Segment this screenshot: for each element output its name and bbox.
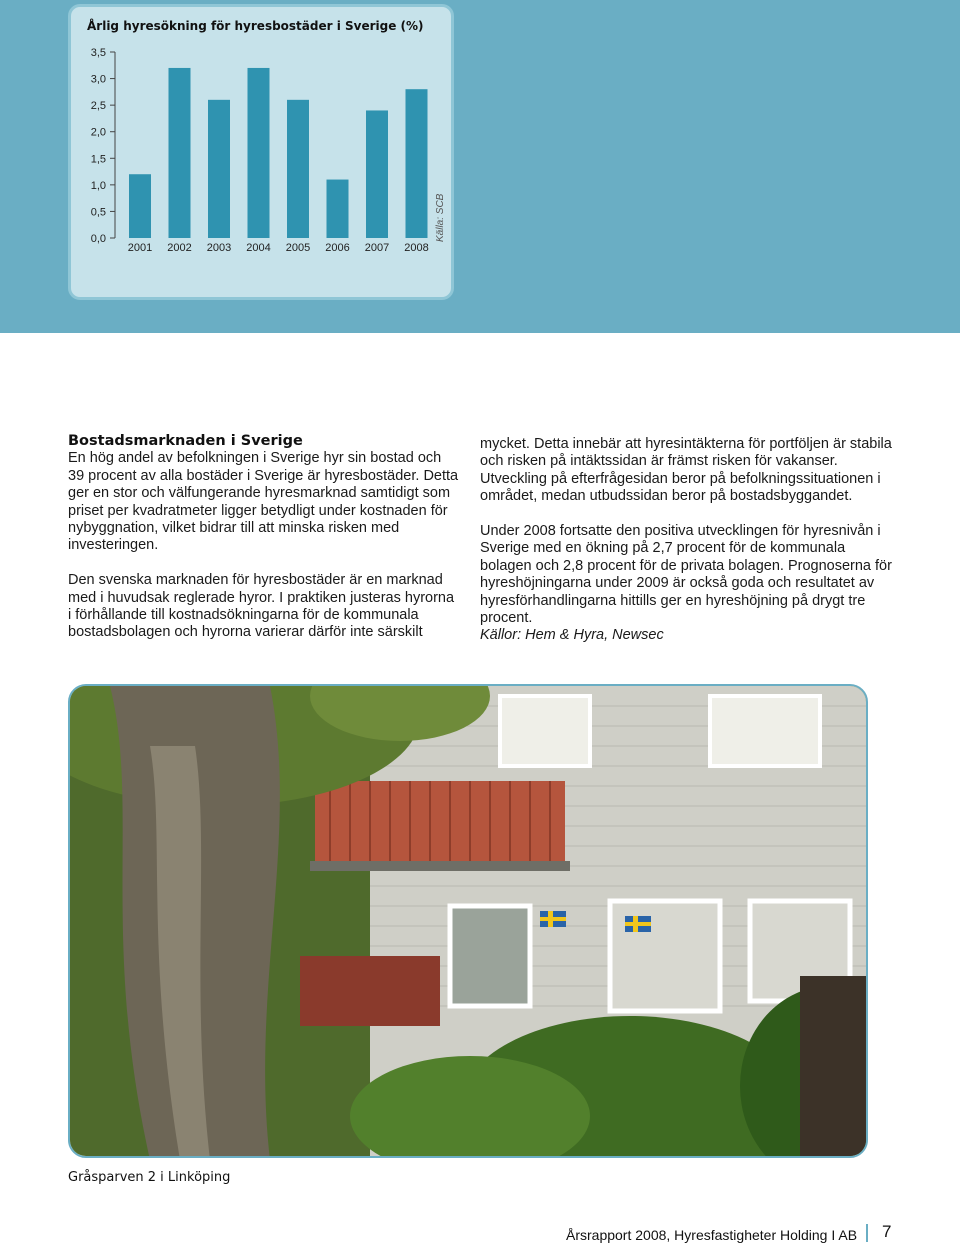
y-tick-label: 1,5 (90, 153, 106, 166)
footer-divider (866, 1224, 868, 1242)
section-heading: Bostadsmarknaden i Sverige (68, 433, 303, 449)
y-tick-label: 2,5 (90, 100, 106, 113)
y-tick-label: 3,0 (90, 73, 106, 86)
y-tick-label: 3,5 (90, 47, 106, 59)
chart-source-label: Källa: SCB (435, 193, 446, 242)
y-tick-label: 0,0 (90, 233, 106, 245)
bar-2002 (169, 68, 191, 238)
bar-2006 (327, 180, 349, 238)
bar-2003 (208, 100, 230, 238)
building-photo (68, 684, 868, 1158)
paragraph-sources: Källor: Hem & Hyra, Newsec (480, 627, 664, 644)
x-tick-label: 2002 (167, 242, 192, 254)
x-tick-label: 2007 (364, 242, 390, 254)
x-tick-label: 2005 (285, 242, 311, 254)
x-tick-label: 2001 (127, 242, 153, 254)
article-left-column (68, 433, 460, 642)
y-tick-label: 0,5 (90, 206, 106, 219)
x-tick-label: 2003 (206, 242, 232, 254)
bar-2004 (248, 68, 270, 238)
chart-title: Årlig hyresökning för hyresbostäder i Sverige (%) (87, 19, 424, 33)
x-tick-label: 2004 (246, 242, 271, 254)
rent-increase-chart (68, 4, 454, 300)
bar-chart-svg (71, 7, 451, 297)
photo-caption: Gråsparven 2 i Linköping (68, 1170, 231, 1185)
photo-illustration (70, 686, 868, 1158)
paragraph-stable-income: mycket. Detta innebär att hyresintäkterna för portföljen är stabila och risken på intäktssidan är främst risken för vakanser. Utveckling på efterfrågesidan beror på befolkningssituationen i området, medan utbudssidan beror på bostadsbyggandet. (480, 436, 892, 505)
paragraph-2008-development: Under 2008 fortsatte den positiva utvecklingen för hyresnivån i Sverige med en ökning på 2,7 procent för de kommunala bolagen och 2,8 procent för de privata bolagen. Prognoserna för hyreshöjningarna under 2009 är också goda och resultatet av hyresförhandlingarna hittills ger en hyreshöjning på drygt tre procent. (480, 523, 892, 627)
page-number: 7 (882, 1222, 892, 1241)
y-tick-label: 1,0 (90, 179, 106, 192)
x-tick-label: 2008 (404, 242, 429, 254)
bar-2007 (366, 110, 388, 238)
footer-report-title: Årsrapport 2008, Hyresfastigheter Holding I AB (566, 1227, 858, 1243)
y-tick-label: 2,0 (90, 126, 106, 139)
paragraph-regulated-rents: Den svenska marknaden för hyresbostäder är en marknad med i huvudsak reglerade hyror. I praktiken justeras hyrorna i förhållande till kostnadsökningarna för de kommunala bostadsbolagen och hyrorna varierar därför inte särskilt (68, 572, 455, 641)
bar-2008 (406, 89, 428, 238)
bar-2001 (129, 174, 151, 238)
x-tick-label: 2006 (325, 242, 350, 254)
bar-2005 (287, 100, 309, 238)
paragraph-housing-share: En hög andel av befolkningen i Sverige hyr sin bostad och 39 procent av alla bostäder i Sverige är hyresbostäder. Detta ger en stor och välfungerande hyresmarknad samtidigt som priset per kvadratmeter ligger betydligt under kostnaden för nybyggnation, vilket bidrar till att minska risken med investeringen. (68, 450, 459, 554)
article-right-column (480, 436, 892, 645)
